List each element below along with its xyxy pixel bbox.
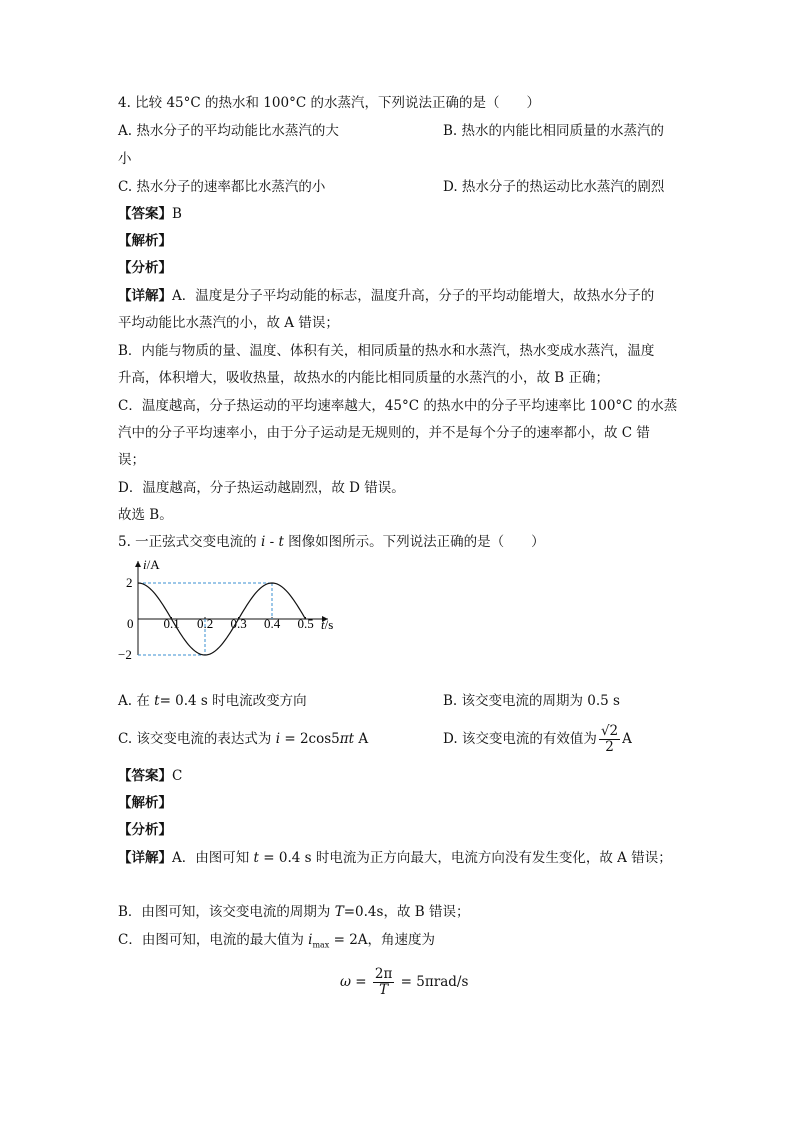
line-var: T <box>334 904 344 920</box>
q5-option-c-part: C. 该交变电流的表达式为 <box>118 731 276 747</box>
q5-option-b: B. 该交变电流的周期为 0.5 s <box>443 693 620 709</box>
origin-label: 0 <box>127 616 134 631</box>
detail-tag: 【详解】 <box>118 850 172 866</box>
fraction-denominator: T <box>379 982 389 998</box>
q5-option-d-part: D. 该交变电流的有效值为 <box>443 731 597 747</box>
x-tick-label: 0.4 <box>264 616 281 631</box>
y-tick-label: −2 <box>118 647 132 662</box>
q4-option-a: A. 热水分子的平均动能比水蒸汽的大 <box>118 123 339 139</box>
q5-option-c-var: i <box>275 731 281 747</box>
q4-option-b-wrap: 小 <box>118 151 132 167</box>
omega-equation <box>340 962 468 1002</box>
q5-answer <box>118 766 182 786</box>
q5-option-d <box>443 719 632 759</box>
q5-stem <box>118 532 545 552</box>
q5-option-c-var: πt <box>339 731 355 747</box>
y-tick-label: 2 <box>126 575 133 590</box>
q5-stem-var-i: i <box>260 534 266 550</box>
fraction-denominator: 2 <box>605 739 614 755</box>
q5-option-a-part: A. 在 <box>118 693 155 709</box>
q4-detail-line-4: 升高，体积增大，吸收热量，故热水的内能比相同质量的水蒸汽的小，故 B 正确； <box>118 370 610 386</box>
q5-stem-part: 5. 一正弦式交变电流的 <box>118 534 261 550</box>
q5-detail-line-a <box>118 848 672 868</box>
q5-stem-part: - <box>265 534 279 550</box>
q4-detail-line-9: 故选 B。 <box>118 507 173 523</box>
q5-stem-part: 图像如图所示。下列说法正确的是（ ） <box>283 534 545 550</box>
q5-stem-var-t: t <box>278 534 284 550</box>
line-text: B．由图可知，该交变电流的周期为 <box>118 904 335 920</box>
detail-tag: 【详解】 <box>118 288 172 304</box>
q4-detail-line-7: 误； <box>118 452 145 468</box>
q4-detail-line-6: 汽中的分子平均速率小，由于分子运动是无规则的，并不是每个分子的速率都小，故 C 错 <box>118 425 650 441</box>
sqrt2-over-2-fraction <box>599 724 620 755</box>
y-axis-label: i/A <box>143 557 160 572</box>
fraction-numerator: 2π <box>374 966 393 982</box>
q4-answer <box>118 204 182 224</box>
q5-option-a-var: t <box>154 693 160 709</box>
eq-fraction <box>373 967 394 998</box>
q5-analysis-tag: 【解析】 <box>118 795 172 811</box>
x-tick-label: 0.1 <box>163 616 180 631</box>
q4-stem: 4. 比较 45°C 的热水和 100°C 的水蒸汽，下列说法正确的是（ ） <box>118 95 540 111</box>
eq-omega: ω <box>340 974 352 990</box>
eq-rhs: = 5πrad/s <box>396 974 469 990</box>
q5-option-a <box>118 691 307 711</box>
answer-value: C <box>172 768 183 784</box>
q5-fenxi-tag: 【分析】 <box>118 822 172 838</box>
x-tick-label: 0.3 <box>230 616 247 631</box>
q4-option-c: C. 热水分子的速率都比水蒸汽的小 <box>118 179 326 195</box>
line-subscript: max <box>312 940 330 950</box>
line-text: C．由图可知，电流的最大值为 <box>118 932 309 948</box>
fraction-numerator: √2 <box>600 723 619 739</box>
q4-fenxi-tag: 【分析】 <box>118 260 172 276</box>
x-tick-label: 0.2 <box>197 616 214 631</box>
line-text: =0.4s，故 B 错误； <box>343 904 470 920</box>
answer-value: B <box>172 206 182 222</box>
x-tick-label: 0.5 <box>297 616 314 631</box>
q5-line-c <box>118 930 435 956</box>
detail-text: = 0.4 s 时电流为正方向最大，电流方向没有发生变化，故 A 错误； <box>258 850 672 866</box>
q4-detail-line-1 <box>118 286 654 306</box>
line-var: i <box>308 932 313 948</box>
answer-tag: 【答案】 <box>118 206 172 222</box>
detail-text: A．由图可知 <box>172 850 254 866</box>
q5-option-c-part: A <box>354 731 369 747</box>
q5-option-c-part: = 2cos5 <box>280 731 340 747</box>
q5-option-d-unit: A <box>622 731 632 747</box>
q4-detail-line-2: 平均动能比水蒸汽的小，故 A 错误； <box>118 315 339 331</box>
q4-detail-line-8: D．温度越高，分子热运动越剧烈，故 D 错误。 <box>118 480 405 496</box>
x-axis-label: t/s <box>321 617 334 632</box>
line-text: = 2A，角速度为 <box>329 932 436 948</box>
i-t-graph <box>118 555 348 665</box>
q4-option-b: B. 热水的内能比相同质量的水蒸汽的 <box>443 123 665 139</box>
eq-equals: = <box>351 974 371 990</box>
q4-detail-line-5: C．温度越高，分子热运动的平均速率越大，45°C 的热水中的分子平均速率比 100°C 的水蒸 <box>118 398 678 414</box>
detail-var: t <box>253 850 259 866</box>
q4-detail-line-3: B．内能与物质的量、温度、体积有关，相同质量的热水和水蒸汽，热水变成水蒸汽，温度 <box>118 343 655 359</box>
q5-option-c <box>118 729 368 749</box>
q5-line-b <box>118 902 469 922</box>
detail-text: A．温度是分子平均动能的标志，温度升高，分子的平均动能增大，故热水分子的 <box>172 288 655 304</box>
answer-tag: 【答案】 <box>118 768 172 784</box>
q5-option-a-part: = 0.4 s 时电流改变方向 <box>159 693 307 709</box>
q4-option-d: D. 热水分子的热运动比水蒸汽的剧烈 <box>443 179 665 195</box>
q4-analysis-tag: 【解析】 <box>118 233 172 249</box>
